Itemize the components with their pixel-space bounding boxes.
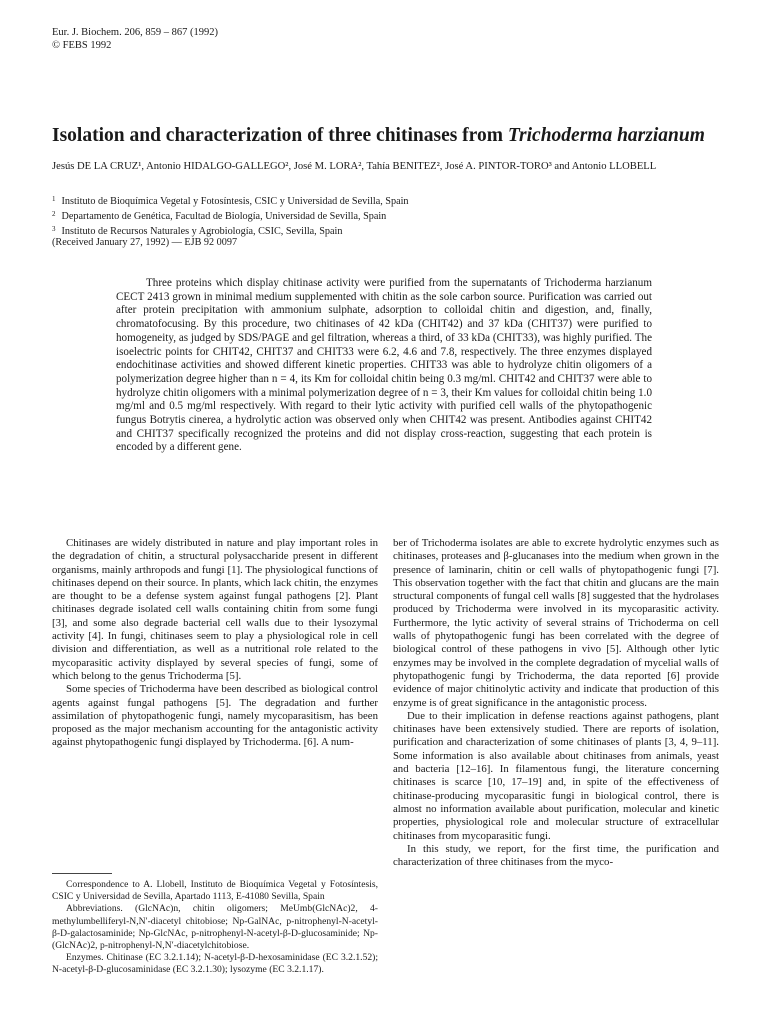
correspondence-note: Correspondence to A. Llobell, Instituto de Bioquímica Vegetal y Fotosíntesis, CSIC y Universidad de Sevilla, Apartado 1113, E-41080 Sevilla, Spain xyxy=(52,879,378,903)
paragraph: Due to their implication in defense reactions against pathogens, plant chitinases have been extensively studied. There are reports of isolation, purification and characterization of some chitinases of plants [3, 4, 9–11]. Some information is also available about chitinases from animals, yeast and bacteria [12–16]. In filamentous fungi, the literature concerning chitinases is scarce [10, 17–19] and, in spite of the effectiveness of chitinase-producing mycoparasitic fungi in biological control, there is almost no information available about purification, molecular and kinetic properties, physiological role and molecular structure of extracellular chitinases from mycoparasitic fungi. xyxy=(393,709,719,842)
abbreviations-note: Abbreviations. (GlcNAc)n, chitin oligomers; MeUmb(GlcNAc)2, 4-methylumbelliferyl-N,N′-diacetyl chitobiose; Np-GalNAc, p-nitrophenyl-N-acetyl-β-D-galactosaminide; Np-GlcNAc, p-nitrophenyl-N-acetyl-β-D-glucosaminide; Np-(GlcNAc)2, p-nitrophenyl-N,N′-diacetylchitobiose. xyxy=(52,903,378,952)
journal-header xyxy=(52,26,218,52)
abstract: Three proteins which display chitinase activity were purified from the supernatants of Trichoderma harzianum CECT 2413 grown in minimal medium supplemented with chitin as the sole carbon source. Purification was carried out after protein precipitation with ammonium sulphate, adsorption to colloidal chitin and digestion, and, finally, chromatofocusing. By this procedure, two chitinases of 42 kDa (CHIT42) and 37 kDa (CHIT37) were purified to homogeneity, as judged by SDS/PAGE and gel filtration, whereas a third, of 33 kDa (CHIT33), was highly purified. The isoelectric points for CHIT42, CHIT37 and CHIT33 were 6.2, 4.6 and 7.8, respectively. The three enzymes displayed endochitinase activities and showed different kinetic properties. CHIT33 was able to hydrolyze chitin oligomers of a polymerization degree higher than n = 4, its Km for colloidal chitin being 0.3 mg/ml. CHIT42 and CHIT37 were able to hydrolyze chitin oligomers with a minimal polymerization degree of n = 3, their Km values for colloidal chitin being 1.0 mg/ml and 0.5 mg/ml respectively. With regard to their lytic activity with purified cell walls of the phytopathogenic fungus Botrytis cinerea, a hydrolytic action was observed only when CHIT42 was present. Antibodies against CHIT42 and CHIT37 specifically recognized the proteins and did not display cross-reaction, suggesting that each protein is encoded by a different gene. xyxy=(116,277,652,454)
body-column-right xyxy=(393,537,719,869)
footnotes xyxy=(52,879,378,977)
affiliation-1: $^1$ Instituto de Bioquímica Vegetal y Fotosíntesis, CSIC y Universidad de Sevilla, Spain xyxy=(52,195,409,207)
paragraph: ber of Trichoderma isolates are able to excrete hydrolytic enzymes such as chitinases, proteases and β-glucanases into the medium when grown in the presence of laminarin, chitin or cell walls of phytopathogenic fungi [7]. This observation together with the fact that chitin and glucans are the main structural components of fungal cell walls [8] suggested that the hydrolases produced by Trichoderma were involved in its mycoparasitic activity. Furthermore, the lytic activity of several strains of Trichoderma on cell walls of phytopathogenic fungi has been correlated with the degree of biological control of these pathogens in vivo [5]. Although other lytic enzymes may be involved in the complete degradation of mycelial walls of phytopathogenic fungi by Trichoderma, the data reported [6] provide evidence of major chitinolytic activity and indicate that production of this enzyme is of great significance in the antagonistic process. xyxy=(393,537,719,709)
paragraph: Some species of Trichoderma have been described as biological control agents against fungal pathogens [5]. The degradation and further assimilation of phytopathogenic fungi, namely mycoparasitism, has been proposed as the major mechanism accounting for the antagonistic activity against phytopathogenic fungi displayed by Trichoderma. [6]. A num- xyxy=(52,683,378,749)
title-organism: Trichoderma harzianum xyxy=(507,125,705,146)
journal-citation: Eur. J. Biochem. 206, 859 – 867 (1992) xyxy=(52,27,218,38)
affiliations xyxy=(52,193,732,238)
enzymes-note: Enzymes. Chitinase (EC 3.2.1.14); N-acetyl-β-D-hexosaminidase (EC 3.2.1.52); N-acetyl-β-D-glucosaminidase (EC 3.2.1.30); lysozyme (EC 3.2.1.17). xyxy=(52,952,378,976)
journal-copyright: © FEBS 1992 xyxy=(52,40,112,51)
affiliation-2: $^2$ Departamento de Genética, Facultad de Biología, Universidad de Sevilla, Spain xyxy=(52,210,387,222)
paragraph: In this study, we report, for the first time, the purification and characterization of three chitinases from the myco- xyxy=(393,842,719,869)
footnote-rule xyxy=(52,873,112,874)
received-date: (Received January 27, 1992) — EJB 92 0097 xyxy=(52,237,238,248)
affiliation-3: $^3$ Instituto de Recursos Naturales y Agrobiología, CSIC, Sevilla, Spain xyxy=(52,225,343,237)
body-column-left xyxy=(52,537,378,750)
article-title xyxy=(52,124,732,148)
paragraph: Chitinases are widely distributed in nature and play important roles in the degradation of chitin, a structural polysaccharide present in different organisms, mainly arthropods and fungi [1]. The physiological functions of chitinases depend on their source. In plants, which lack chitin, the enzymes are thought to be a defense system against fungal pathogens [2]. Plant chitinases degrade isolated cell walls containing chitin from some fungi [3], and some also degrade bacterial cell walls due to their lysozymal activity [4]. In fungi, chitinases seem to play a physiological role in cell division and differentiation, as well as a nutritional role related to the mycoparasitic activity displayed by several species of fungi, some of which belong to the genus Trichoderma [5]. xyxy=(52,537,378,682)
author-list: Jesús DE LA CRUZ¹, Antonio HIDALGO-GALLEGO², José M. LORA², Tahía BENITEZ², José A. PINTOR-TORO³ and Antonio LLOBELL xyxy=(52,161,657,172)
title-main: Isolation and characterization of three chitinases from xyxy=(52,125,508,146)
